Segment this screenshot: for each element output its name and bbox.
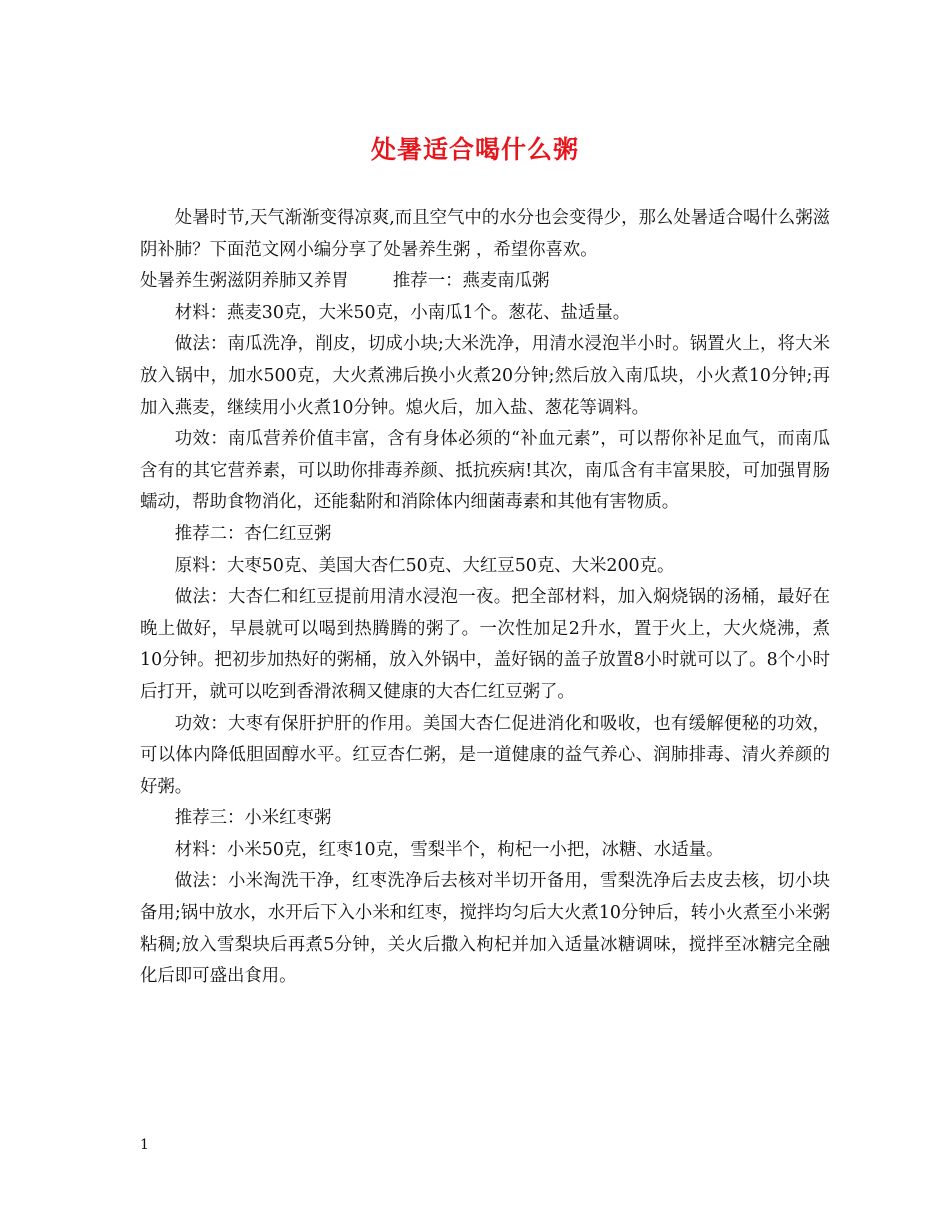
section-heading: 处暑养生粥滋阴养肺又养胃 推荐一：燕麦南瓜粥 [140, 271, 550, 292]
document-body [140, 203, 830, 993]
paragraph-materials-2: 原料：大枣50克、美国大杏仁50克、大红豆50克、大米200克。 [174, 555, 675, 576]
paragraph-materials-3: 材料：小米50克，红枣10克，雪梨半个，枸杞一小把，冰糖、水适量。 [174, 839, 724, 860]
document-title: 处暑适合喝什么粥 [370, 135, 579, 164]
paragraph-method-2: 做法：大杏仁和红豆提前用清水浸泡一夜。把全部材料，加入焖烧锅的汤桶，最好在晚上做好，早晨就可以喝到热腾腾的粥了。一次性加足2升水，置于火上，大火烧沸，煮10分钟。把初步加热好的粥桶，放入外锅中，盖好锅的盖子放置8小时就可以了。8个小时后打开，就可以吃到香滑浓稠又健康的大杏仁红豆粥了。 [140, 587, 830, 702]
recipe-heading-2: 推荐二：杏仁红豆粥 [174, 523, 332, 544]
paragraph-method-3: 做法：小米淘洗干净，红枣洗净后去核对半切开备用，雪梨洗净后去皮去核，切小块备用;锅中放水，水开后下入小米和红枣，搅拌均匀后大火煮10分钟后，转小火煮至小米粥粘稠;放入雪梨块后再煮5分钟，关火后撒入枸杞并加入适量冰糖调味，搅拌至冰糖完全融化后即可盛出食用。 [140, 871, 830, 987]
paragraph-effect-1: 功效：南瓜营养价值丰富，含有身体必须的“补血元素”，可以帮你补足血气，而南瓜含有的其它营养素，可以助你排毒养颜、抵抗疾病!其次，南瓜含有丰富果胶，可加强胃肠蠕动，帮助食物消化，还能黏附和消除体内细菌毒素和其他有害物质。 [140, 429, 830, 513]
paragraph-intro: 处暑时节,天气渐渐变得凉爽,而且空气中的水分也会变得少，那么处暑适合喝什么粥滋阴补肺？下面范文网小编分享了处暑养生粥 ，希望你喜欢。 [140, 208, 830, 260]
recipe-heading-3: 推荐三：小米红枣粥 [174, 808, 332, 829]
paragraph-effect-2: 功效：大枣有保肝护肝的作用。美国大杏仁促进消化和吸收，也有缓解便秘的功效，可以体内降低胆固醇水平。红豆杏仁粥，是一道健康的益气养心、润肺排毒、清火养颜的好粥。 [140, 713, 830, 797]
paragraph-materials-1: 材料：燕麦30克，大米50克，小南瓜1个。葱花、盐适量。 [174, 302, 631, 323]
page-number: 1 [140, 1137, 149, 1153]
paragraph-method-1: 做法：南瓜洗净，削皮，切成小块;大米洗净，用清水浸泡半小时。锅置火上，将大米放入锅中，加水500克，大火煮沸后换小火煮20分钟;然后放入南瓜块，小火煮10分钟;再加入燕麦，继续用小火煮10分钟。熄火后，加入盐、葱花等调料。 [140, 334, 830, 418]
